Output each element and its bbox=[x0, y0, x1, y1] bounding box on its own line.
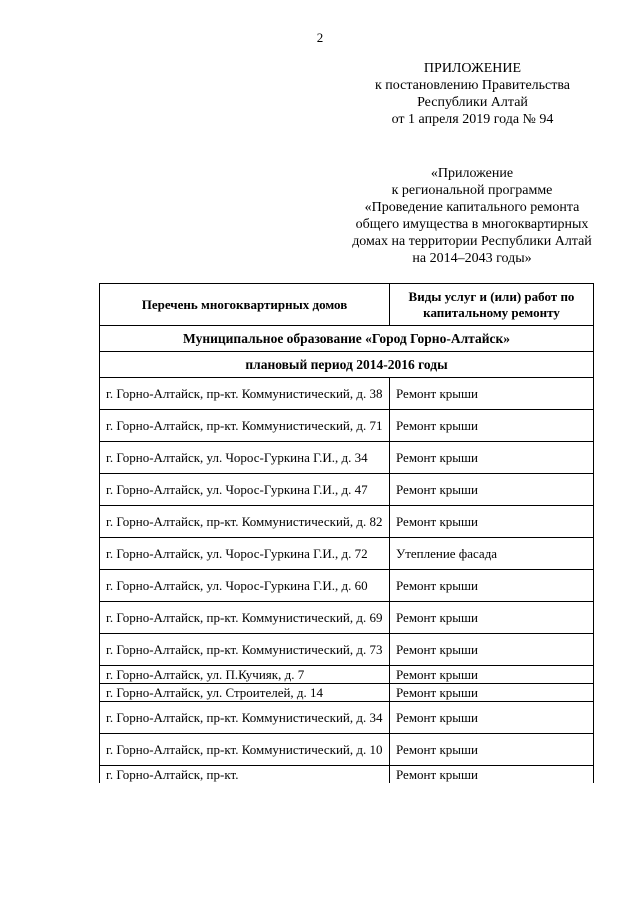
program-ref-line: на 2014–2043 годы» bbox=[412, 251, 532, 266]
house-address-cell: г. Горно-Алтайск, пр-кт. Коммунистический, д. 82 bbox=[100, 506, 390, 538]
table-row bbox=[100, 702, 594, 734]
work-type-cell: Ремонт крыши bbox=[390, 410, 594, 442]
appendix-line: Республики Алтай bbox=[417, 95, 528, 110]
table-row bbox=[100, 666, 594, 684]
appendix-date-line: от 1 апреля 2019 года № 94 bbox=[391, 112, 554, 127]
work-type-cell: Ремонт крыши bbox=[390, 506, 594, 538]
work-type-cell: Ремонт крыши bbox=[390, 442, 594, 474]
work-type-cell: Ремонт крыши bbox=[390, 702, 594, 734]
table-row bbox=[100, 634, 594, 666]
work-type-cell: Ремонт крыши bbox=[390, 570, 594, 602]
house-address-cell: г. Горно-Алтайск, пр-кт. Коммунистический, д. 71 bbox=[100, 410, 390, 442]
house-address-cell: г. Горно-Алтайск, пр-кт. Коммунистический, д. 10 bbox=[100, 734, 390, 766]
table-header-row bbox=[100, 284, 594, 326]
table-row bbox=[100, 410, 594, 442]
municipality-label: Муниципальное образование «Город Горно-Алтайск» bbox=[100, 326, 594, 352]
program-reference bbox=[322, 165, 622, 267]
work-type-cell: Ремонт крыши bbox=[390, 378, 594, 410]
appendix-line: к постановлению Правительства bbox=[374, 78, 571, 93]
program-ref-line: «Приложение bbox=[430, 166, 514, 181]
work-type-cell: Ремонт крыши bbox=[390, 602, 594, 634]
table-row bbox=[100, 570, 594, 602]
table-row bbox=[100, 378, 594, 410]
work-type-cell: Ремонт крыши bbox=[390, 474, 594, 506]
work-type-cell: Ремонт крыши bbox=[390, 684, 594, 702]
work-type-cell: Ремонт крыши bbox=[390, 734, 594, 766]
table-row bbox=[100, 538, 594, 570]
program-ref-line: общего имущества в многоквартирных bbox=[355, 217, 589, 232]
houses-table bbox=[99, 283, 594, 783]
table-row bbox=[100, 506, 594, 538]
work-type-cell: Ремонт крыши bbox=[390, 634, 594, 666]
house-address-cell: г. Горно-Алтайск, ул. Чорос-Гуркина Г.И., д. 72 bbox=[100, 538, 390, 570]
house-address-cell: г. Горно-Алтайск, пр-кт. Коммунистический, д. 69 bbox=[100, 602, 390, 634]
house-address-cell: г. Горно-Алтайск, ул. Строителей, д. 14 bbox=[100, 684, 390, 702]
table-row bbox=[100, 734, 594, 766]
page-number: 2 bbox=[316, 30, 324, 45]
column-header-works: Виды услуг и (или) работ по капитальному ремонту bbox=[390, 284, 594, 326]
column-header-houses: Перечень многоквартирных домов bbox=[100, 284, 390, 326]
work-type-cell: Ремонт крыши bbox=[390, 766, 594, 784]
house-address-cell: г. Горно-Алтайск, ул. Чорос-Гуркина Г.И., д. 47 bbox=[100, 474, 390, 506]
house-address-cell: г. Горно-Алтайск, пр-кт. bbox=[100, 766, 390, 784]
table-row bbox=[100, 766, 594, 784]
program-ref-line: домах на территории Республики Алтай bbox=[352, 234, 592, 249]
table-row bbox=[100, 602, 594, 634]
period-label: плановый период 2014-2016 годы bbox=[100, 352, 594, 378]
house-address-cell: г. Горно-Алтайск, пр-кт. Коммунистический, д. 34 bbox=[100, 702, 390, 734]
municipality-row bbox=[100, 326, 594, 352]
table-row bbox=[100, 442, 594, 474]
program-ref-line: к региональной программе bbox=[391, 183, 553, 198]
program-ref-line: «Проведение капитального ремонта bbox=[364, 200, 580, 215]
table-row bbox=[100, 474, 594, 506]
house-address-cell: г. Горно-Алтайск, пр-кт. Коммунистический, д. 73 bbox=[100, 634, 390, 666]
period-row bbox=[100, 352, 594, 378]
work-type-cell: Утепление фасада bbox=[390, 538, 594, 570]
appendix-title: ПРИЛОЖЕНИЕ bbox=[423, 61, 522, 76]
house-address-cell: г. Горно-Алтайск, ул. Чорос-Гуркина Г.И., д. 34 bbox=[100, 442, 390, 474]
house-address-cell: г. Горно-Алтайск, ул. П.Кучияк, д. 7 bbox=[100, 666, 390, 684]
house-address-cell: г. Горно-Алтайск, пр-кт. Коммунистический, д. 38 bbox=[100, 378, 390, 410]
table-row bbox=[100, 684, 594, 702]
work-type-cell: Ремонт крыши bbox=[390, 666, 594, 684]
appendix-header bbox=[340, 60, 605, 128]
house-address-cell: г. Горно-Алтайск, ул. Чорос-Гуркина Г.И., д. 60 bbox=[100, 570, 390, 602]
